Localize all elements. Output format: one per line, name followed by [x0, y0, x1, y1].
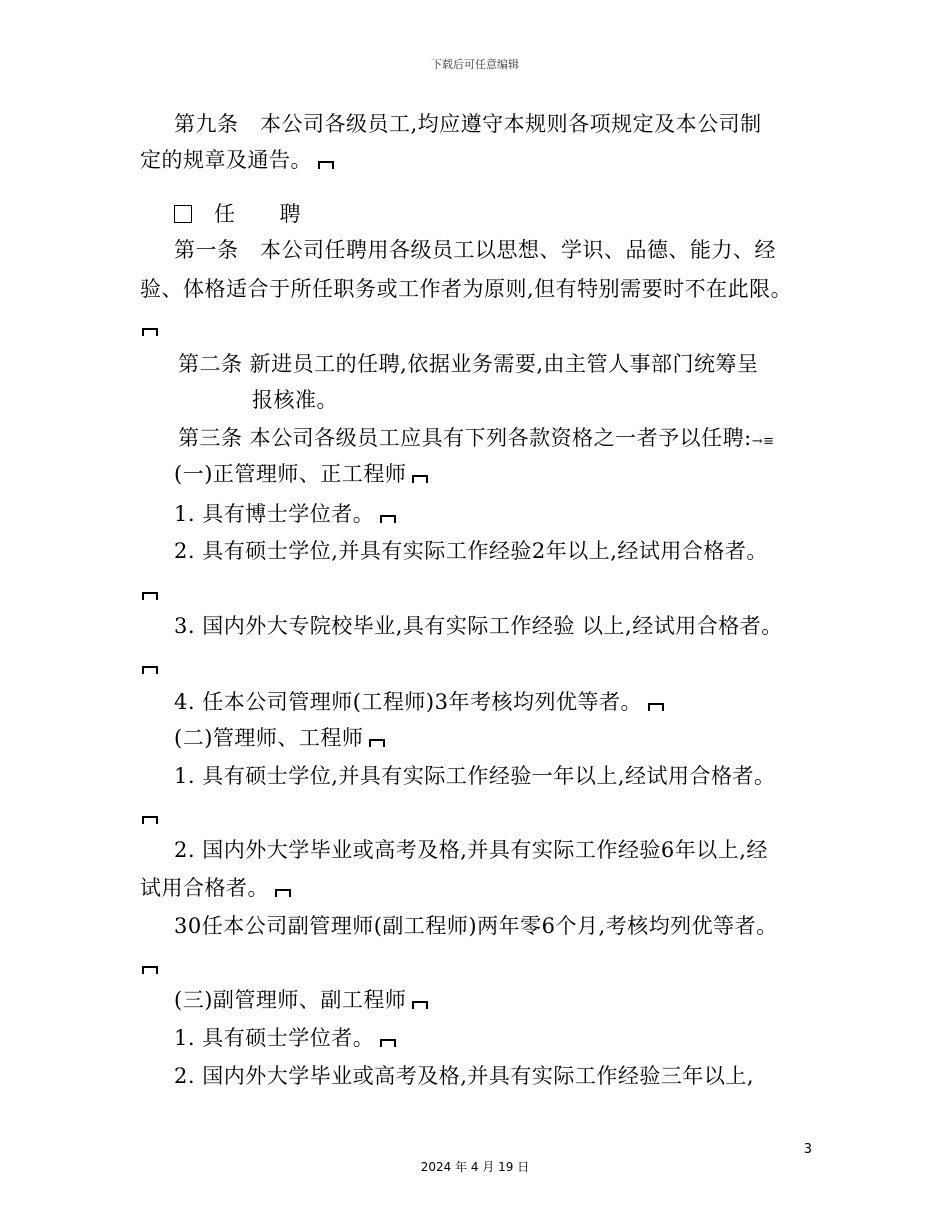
list-item: 1. 具有硕士学位,并具有实际工作经验一年以上,经试用合格者。	[174, 764, 776, 788]
paragraph-mark-icon	[140, 814, 160, 824]
paragraph-line: 第二条 新进员工的任聘,依据业务需要,由主管人事部门统筹呈	[178, 352, 759, 376]
paragraph-mark-icon	[140, 590, 160, 600]
paragraph-mark-icon	[378, 513, 398, 523]
paragraph-line: 定的规章及通告。	[140, 146, 336, 174]
paragraph-line: 第九条 本公司各级员工,均应遵守本规则各项规定及本公司制	[174, 112, 762, 136]
paragraph-mark-icon	[410, 473, 430, 483]
list-item: 4. 任本公司管理师(工程师)3年考核均列优等者。	[174, 688, 666, 716]
page-header: 下载后可任意编辑	[431, 58, 519, 71]
paragraph-mark-icon	[316, 159, 336, 169]
tab-arrow-icon: →≡	[751, 434, 775, 449]
paragraph-line: 第三条 本公司各级员工应具有下列各款资格之一者予以任聘:→≡	[178, 426, 775, 450]
page-footer-date: 2024 年 4 月 19 日	[420, 1160, 530, 1174]
paragraph-mark-icon	[273, 887, 293, 897]
paragraph-line: (二)管理师、工程师	[174, 724, 387, 752]
paragraph-line: 报核准。	[252, 388, 338, 412]
paragraph-line: (一)正管理师、正工程师	[174, 460, 430, 488]
paragraph-line: (三)副管理师、副工程师	[174, 986, 430, 1014]
paragraph-mark-icon	[410, 999, 430, 1009]
checkbox-square-icon	[174, 205, 192, 223]
list-item: 2. 具有硕士学位,并具有实际工作经验2年以上,经试用合格者。	[174, 539, 768, 563]
page-number: 3	[803, 1142, 812, 1157]
paragraph-mark-icon	[140, 664, 160, 674]
section-heading: 任 聘	[174, 200, 301, 228]
list-item: 1. 具有博士学位者。	[174, 500, 398, 528]
paragraph-mark-icon	[646, 701, 666, 711]
list-item: 2. 国内外大学毕业或高考及格,并具有实际工作经验6年以上,经	[174, 838, 768, 862]
paragraph-line: 试用合格者。	[140, 874, 293, 902]
paragraph-line: 30任本公司副管理师(副工程师)两年零6个月,考核均列优等者。	[174, 914, 778, 938]
list-item: 1. 具有硕士学位者。	[174, 1024, 398, 1052]
paragraph-mark-icon	[378, 1037, 398, 1047]
paragraph-mark-icon	[140, 964, 160, 974]
paragraph-line: 验、体格适合于所任职务或工作者为原则,但有特别需要时不在此限。	[140, 277, 793, 301]
list-item: 2. 国内外大学毕业或高考及格,并具有实际工作经验三年以上,	[174, 1064, 755, 1088]
paragraph-mark-icon	[140, 326, 160, 336]
paragraph-line: 第一条 本公司任聘用各级员工以思想、学识、品德、能力、经	[174, 238, 776, 262]
list-item: 3. 国内外大专院校毕业,具有实际工作经验 以上,经试用合格者。	[174, 614, 783, 638]
paragraph-mark-icon	[367, 737, 387, 747]
